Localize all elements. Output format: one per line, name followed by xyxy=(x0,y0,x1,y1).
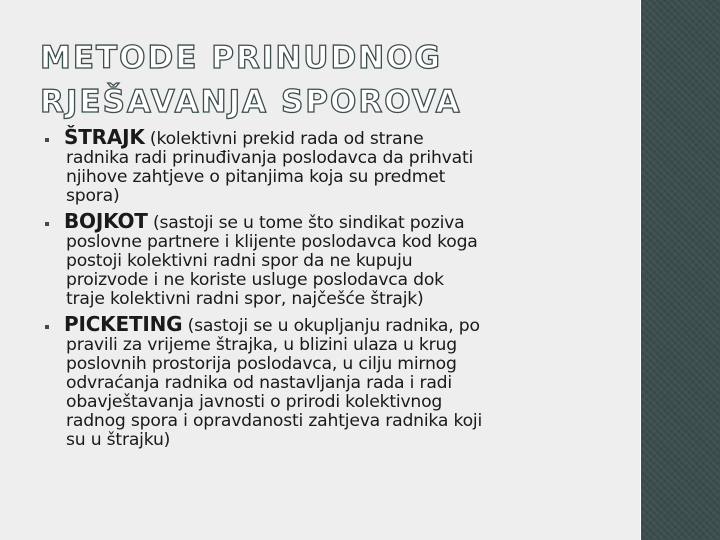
title-line-2: RJEŠAVANJA SPOROVA xyxy=(40,84,462,120)
side-band-edge-line xyxy=(640,0,641,540)
bullet-term: BOJKOT xyxy=(64,209,148,233)
small-square-bullet-icon xyxy=(44,324,50,330)
bullet-line: poslovnih prostorija poslodavca, u cilju mirnog xyxy=(66,354,457,374)
bullet-term: PICKETING xyxy=(64,312,183,336)
bullet-line: proizvode i ne koriste usluge poslodavca dok xyxy=(66,270,444,290)
bullet-item-strajk xyxy=(44,125,614,206)
small-square-bullet-icon xyxy=(44,221,50,227)
bullet-first-line: (sastoji se u tome što sindikat poziva xyxy=(147,213,465,233)
bullet-line: spora) xyxy=(66,186,120,206)
bullet-list xyxy=(44,125,614,456)
slide-title xyxy=(40,36,600,124)
bullet-item-picketing xyxy=(44,312,614,450)
bullet-term: ŠTRAJK xyxy=(64,125,145,149)
bullet-line: traje kolektivni radni spor, najčešće štrajk) xyxy=(66,289,424,309)
bullet-item-bojkot xyxy=(44,209,614,309)
bullet-line: pravili za vrijeme štrajka, u blizini ulaza u krug xyxy=(66,335,457,355)
bullet-line: radnika radi prinuđivanja poslodavca da prihvati xyxy=(66,148,474,168)
bullet-line: obavještavanja javnosti o prirodi kolektivnog xyxy=(66,392,443,412)
bullet-first-line: (sastoji se u okupljanju radnika, po xyxy=(182,316,480,336)
small-square-bullet-icon xyxy=(44,137,50,143)
decorative-side-band xyxy=(641,0,720,540)
bullet-line: odvraćanja radnika od nastavljanja rada i radi xyxy=(66,373,452,393)
bullet-line: su u štrajku) xyxy=(66,430,171,450)
bullet-line: radnog spora i opravdanosti zahtjeva radnika koji xyxy=(66,411,483,431)
title-line-1: METODE PRINUDNOG xyxy=(40,40,442,76)
bullet-line: poslovne partnere i klijente poslodavca kod koga xyxy=(66,232,478,252)
bullet-line: postoji kolektivni radni spor da ne kupuju xyxy=(66,251,413,271)
bullet-line: njihove zahtjeve o pitanjima koja su predmet xyxy=(66,167,446,187)
bullet-first-line: (kolektivni prekid rada od strane xyxy=(144,129,424,149)
